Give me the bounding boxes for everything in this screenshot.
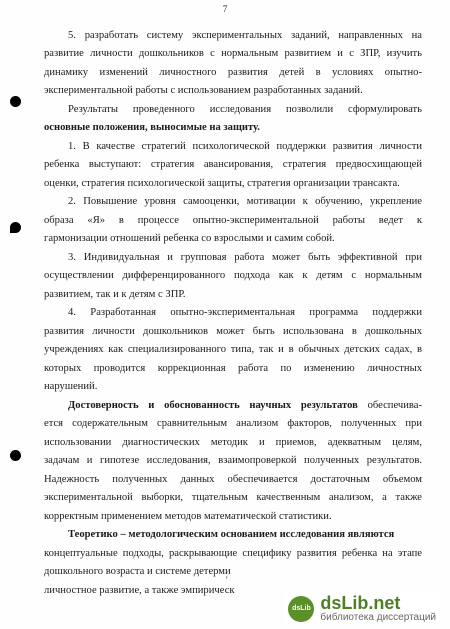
text-line: развития личности дошкольников может быть использована в дошкольных xyxy=(44,326,422,337)
text-line: дошкольного возраста и системе детерми xyxy=(44,566,231,577)
text-line: оценки, стратегия психологической защиты, стратегия организации трансакта. xyxy=(44,178,400,189)
text-line: личностное развитие, а также эмпирическ xyxy=(44,585,235,596)
text-line-bold: основные положения, выносимые на защиту. xyxy=(44,122,260,133)
watermark-subtitle: библиотека диссертаций xyxy=(320,612,436,623)
text-line: 2. Повышение уровня самооценки, мотивации к обучению, укрепление xyxy=(68,196,422,207)
watermark-name: dsLib.net xyxy=(320,593,401,613)
text-line: динамику изменений личностного развития детей в условиях опытно- xyxy=(44,67,422,78)
text-line: Достоверность и обоснованность научных результатов обеспечива- xyxy=(68,400,422,411)
text-line: 5. разработать систему экспериментальных заданий, направленных на xyxy=(68,30,422,41)
text-line-bold: Теоретико – методологическим основанием исследования являются xyxy=(68,529,395,540)
hole-punch-mark xyxy=(10,222,21,233)
hole-punch-mark xyxy=(10,96,21,107)
text-line: развитие личности дошкольников с нормальным развитием и с ЗПР, изучить xyxy=(44,48,422,59)
text-line: ребенка выступают: стратегия авансирования, стратегия предвосхищающей xyxy=(44,159,422,170)
text-line: развитием, так и к детям с ЗПР. xyxy=(44,289,186,300)
text-line: концептуальные подходы, раскрывающие специфику развития ребенка на этапе xyxy=(44,548,422,559)
text-line: Результаты проведенного исследования позволили сформулировать xyxy=(68,104,422,115)
hole-punch-mark xyxy=(10,450,21,461)
text-line: которых проводится коррекционная работа по изменению личностных xyxy=(44,363,422,374)
bold-phrase: Достоверность и обоснованность научных результатов xyxy=(68,400,358,411)
text-line: 1. В качестве стратегий психологической поддержки развития личности xyxy=(68,141,422,152)
text-line: ется содержательным сравнительным анализом факторов, полученных при xyxy=(44,418,422,429)
text-line: осуществлении дифференцированного подхода как к детям с нормальным xyxy=(44,270,422,281)
text-line: корректным применением методов математической статистики. xyxy=(44,511,332,522)
text-line: учреждениях как специализированного типа, так и в обычных детских садах, в xyxy=(44,344,422,355)
dslib-logo-icon: dsLib xyxy=(288,596,314,622)
page-number: 7 xyxy=(222,4,228,14)
text-line: образа «Я» в процессе опытно-экспериментальной работы ведет к xyxy=(44,215,422,226)
text-line: 3. Индивидуальная и групповая работа может быть эффективной при xyxy=(68,252,422,263)
text-line: использовании диагностических методик и приемов, адекватным целям, xyxy=(44,437,422,448)
text-line: гармонизации отношений ребенка со взрослыми и самим собой. xyxy=(44,233,335,244)
margin-mark: ' xyxy=(226,575,228,585)
text-line: задачам и гипотезе исследования, взаимопроверкой полученных результатов. xyxy=(44,455,422,466)
watermark[interactable] xyxy=(284,592,440,625)
text-line: Надежность полученных данных обеспечивается достаточным объемом xyxy=(44,474,422,485)
text-line: экспериментальной выборки, тщательным качественным анализом, а также xyxy=(44,492,422,503)
text-line: нарушений. xyxy=(44,381,98,392)
text-line: 4. Разработанная опытно-экспериментальная программа поддержки xyxy=(68,307,422,318)
text-line: экспериментальной работы с использованием разработанных заданий. xyxy=(44,85,363,96)
